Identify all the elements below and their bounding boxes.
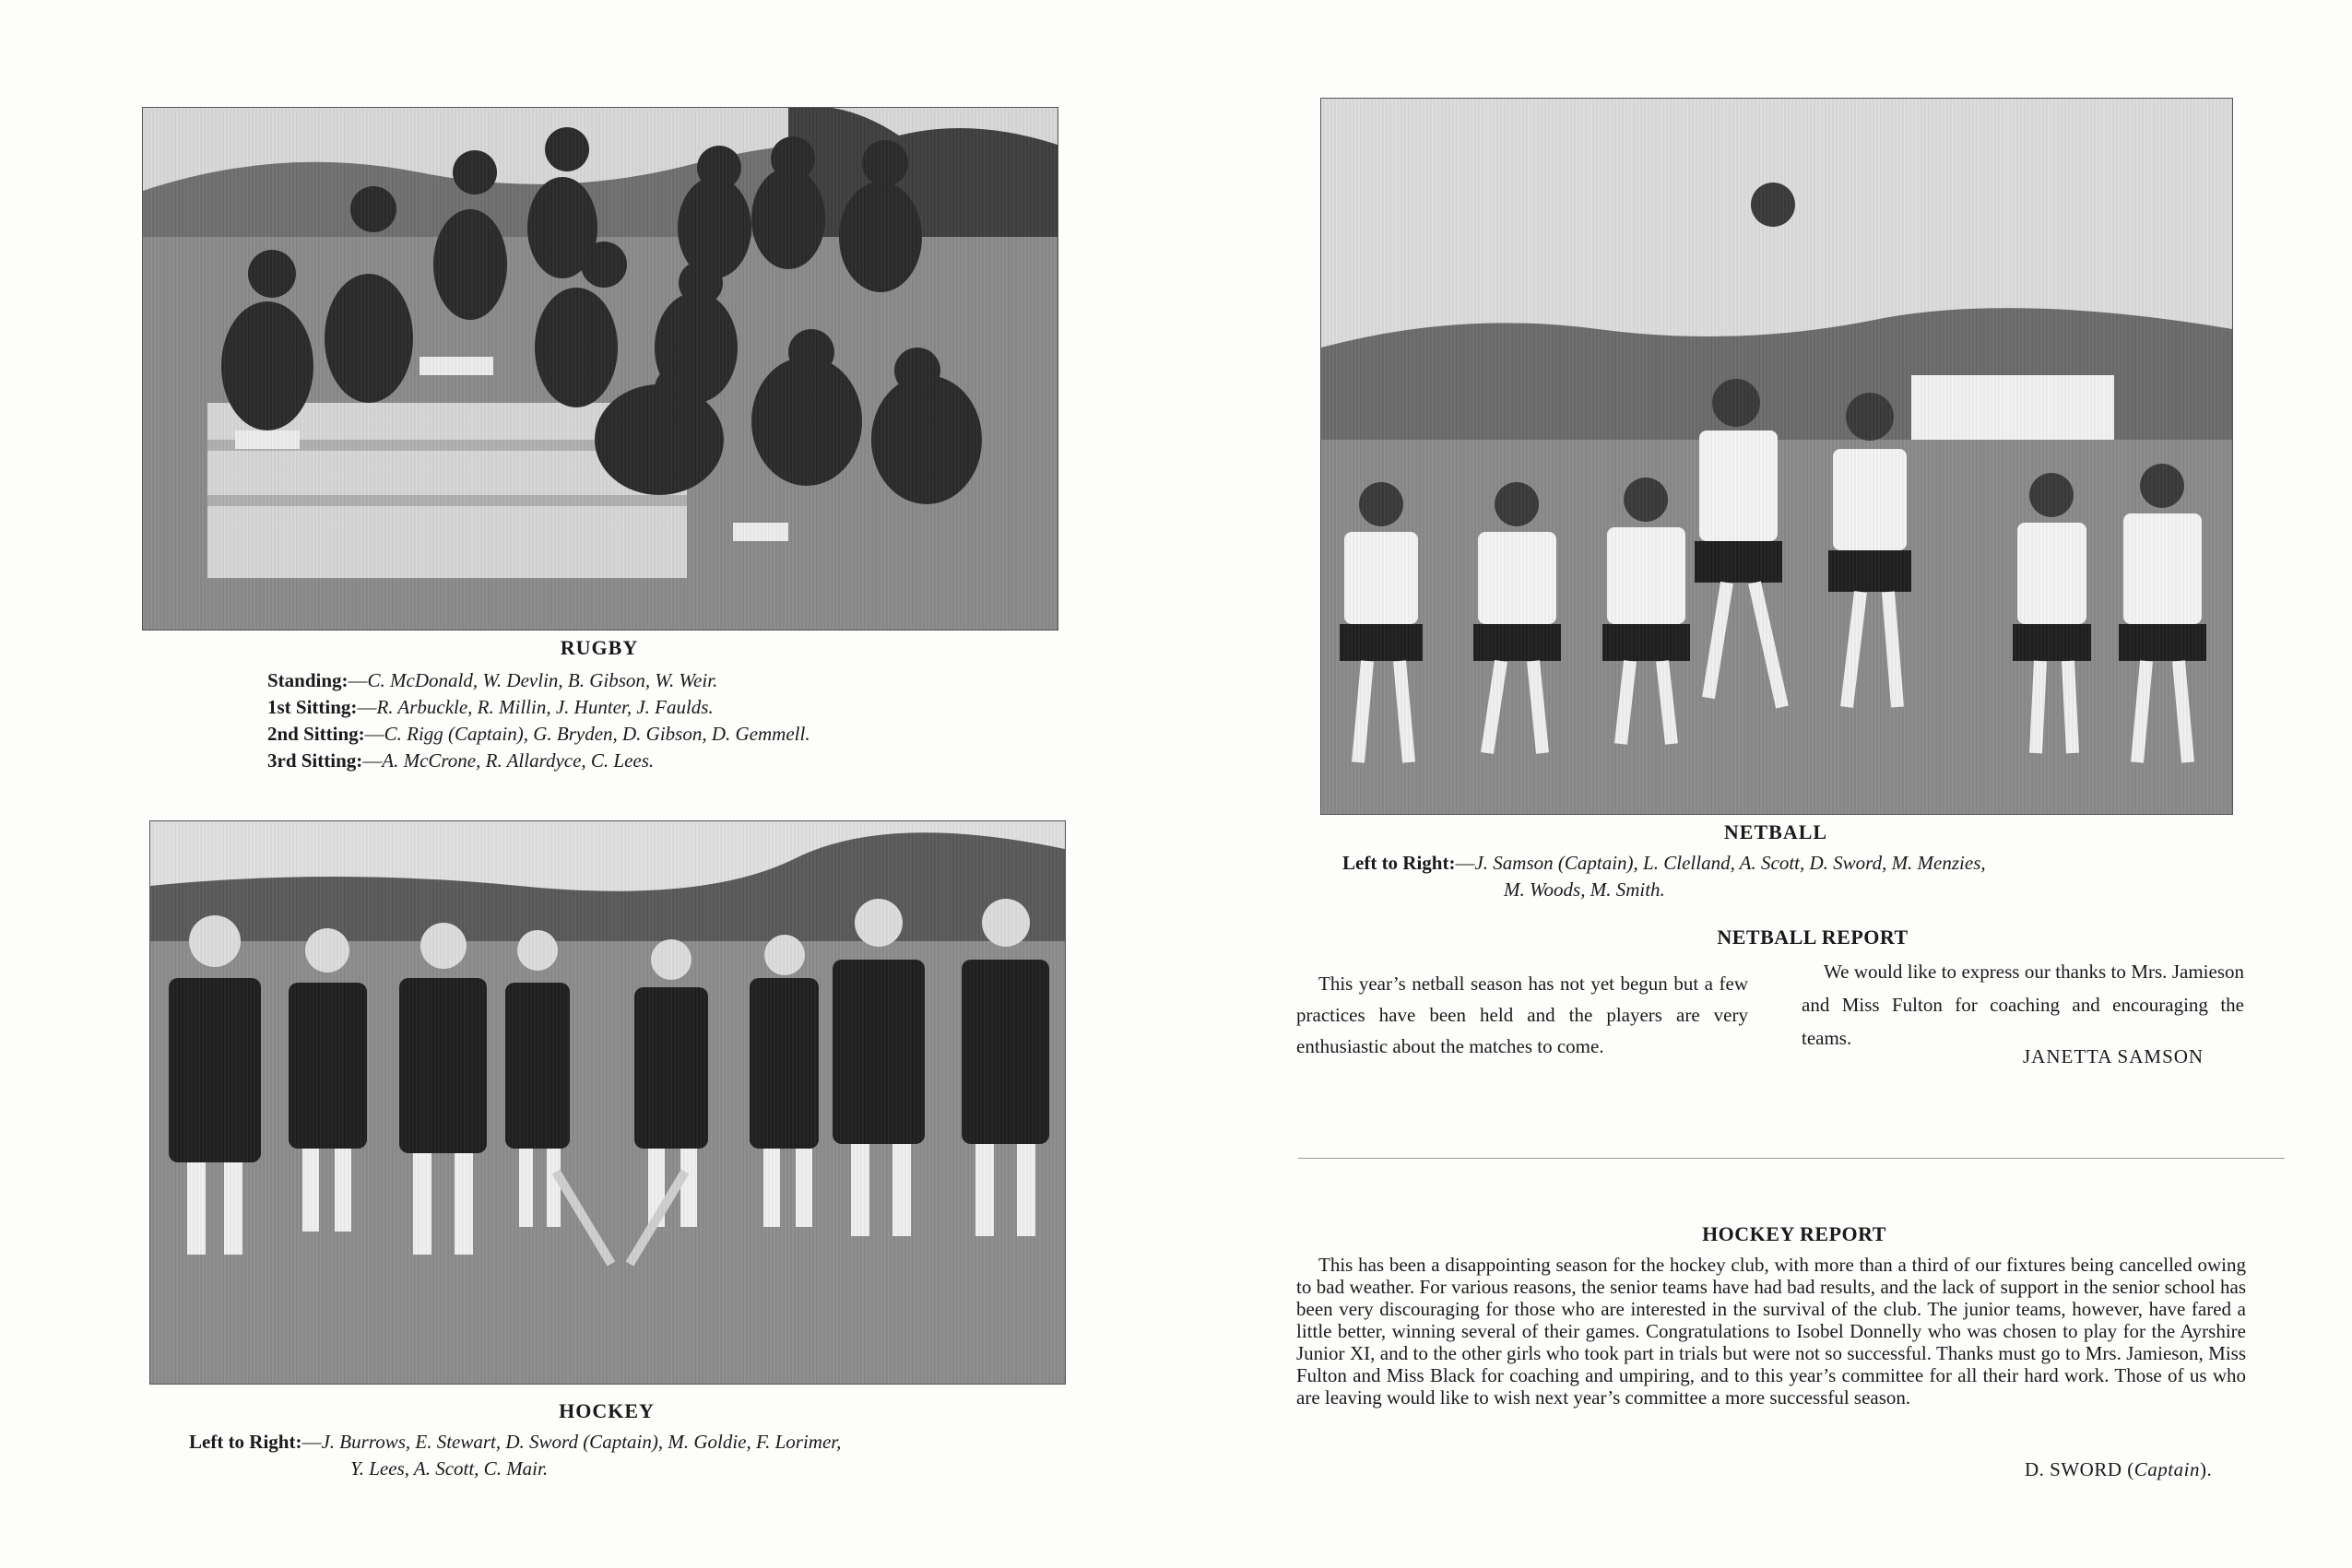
rugby-row-label: 3rd Sitting: xyxy=(267,749,363,772)
rugby-row-3rd-sitting: 3rd Sitting:—A. McCrone, R. Allardyce, C. Lees. xyxy=(267,749,655,772)
hockey-roster-line2 xyxy=(189,1456,1074,1482)
rugby-row-2nd-sitting: 2nd Sitting:—C. Rigg (Captain), G. Bryden, D. Gibson, D. Gemmell. xyxy=(267,723,810,745)
hockey-roster-label: Left to Right: xyxy=(189,1431,302,1453)
hockey-report-signature: D. SWORD (Captain). xyxy=(2025,1458,2213,1480)
netball-roster-line2 xyxy=(1342,877,2228,903)
netball-report-signature: JANETTA SAMSON xyxy=(2023,1045,2204,1067)
rugby-title: RUGBY xyxy=(560,636,639,659)
section-divider xyxy=(1298,1158,2285,1159)
hockey-roster-line1: Left to Right:—J. Burrows, E. Stewart, D. Sword (Captain), M. Goldie, F. Lorimer, xyxy=(189,1431,842,1453)
rugby-row-names: C. Rigg (Captain), G. Bryden, D. Gibson, D. Gemmell. xyxy=(384,723,810,745)
netball-roster xyxy=(1342,850,2228,903)
netball-report-title: NETBALL REPORT xyxy=(1717,925,1909,949)
hockey-roster-names-2: Y. Lees, A. Scott, C. Mair. xyxy=(350,1457,549,1480)
netball-report-col2: We would like to express our thanks to Mrs. Jamieson and Miss Fulton for coaching and encouraging the teams. xyxy=(1802,961,2244,1049)
rugby-row-names: C. McDonald, W. Devlin, B. Gibson, W. Weir. xyxy=(367,669,718,691)
hockey-roster-names-1: J. Burrows, E. Stewart, D. Sword (Captain), M. Goldie, F. Lorimer, xyxy=(321,1431,842,1453)
rugby-row-label: 1st Sitting: xyxy=(267,696,358,718)
netball-roster-names-2: M. Woods, M. Smith. xyxy=(1504,878,1665,901)
netball-photo-grain xyxy=(1321,99,2232,814)
hockey-report-signature-name: D. SWORD xyxy=(2025,1458,2122,1480)
rugby-row-1st-sitting: 1st Sitting:—R. Arbuckle, R. Millin, J. Hunter, J. Faulds. xyxy=(267,696,714,718)
rugby-row-names: R. Arbuckle, R. Millin, J. Hunter, J. Faulds. xyxy=(376,696,714,718)
netball-roster-line1: Left to Right:—J. Samson (Captain), L. Clelland, A. Scott, D. Sword, M. Menzies, xyxy=(1342,852,1986,874)
hockey-report-body: This has been a disappointing season for the hockey club, with more than a third of our fixtures being cancelled owing to bad weather. For various reasons, the senior teams have had bad results, and the lack of support in the senior school has been very discouraging for those who are interested in the survival of the club. The junior teams, however, have fared a little better, winning several of their games. Congratulations to Isobel Donnelly who was chosen to play for the Ayrshire Junior XI, and to the other girls who took part in trials but were not so successful. Thanks must go to Mrs. Jamieson, Miss Fulton and Miss Black for coaching and umpiring, and to this year’s committee for all their hard work. Those of us who are leaving would like to wish next year’s committee a more successful season. xyxy=(1296,1254,2246,1409)
rugby-photo-grain xyxy=(143,108,1058,630)
netball-team-photo xyxy=(1320,98,2233,815)
hockey-photo-grain xyxy=(150,821,1065,1384)
hockey-roster xyxy=(189,1429,1074,1482)
rugby-row-label: Standing: xyxy=(267,669,349,691)
rugby-row-standing: Standing:—C. McDonald, W. Devlin, B. Gibson, W. Weir. xyxy=(267,669,718,691)
right-page xyxy=(1176,0,2352,1568)
hockey-report-title: HOCKEY REPORT xyxy=(1702,1222,1886,1245)
rugby-team-photo xyxy=(142,107,1058,631)
rugby-row-names: A. McCrone, R. Allardyce, C. Lees. xyxy=(382,749,655,772)
hockey-report-signature-role: Captain xyxy=(2133,1458,2200,1480)
netball-roster-names-1: J. Samson (Captain), L. Clelland, A. Scott, D. Sword, M. Menzies, xyxy=(1474,852,1986,874)
netball-report-col1: This year’s netball season has not yet begun but a few practices have been held and the players are very enthusiastic about the matches to come. xyxy=(1296,973,1748,1057)
hockey-title: HOCKEY xyxy=(559,1399,655,1422)
netball-roster-label: Left to Right: xyxy=(1342,852,1456,874)
netball-title: NETBALL xyxy=(1723,820,1828,843)
hockey-team-photo xyxy=(149,820,1066,1385)
rugby-row-label: 2nd Sitting: xyxy=(267,723,365,745)
rugby-roster xyxy=(267,667,987,774)
